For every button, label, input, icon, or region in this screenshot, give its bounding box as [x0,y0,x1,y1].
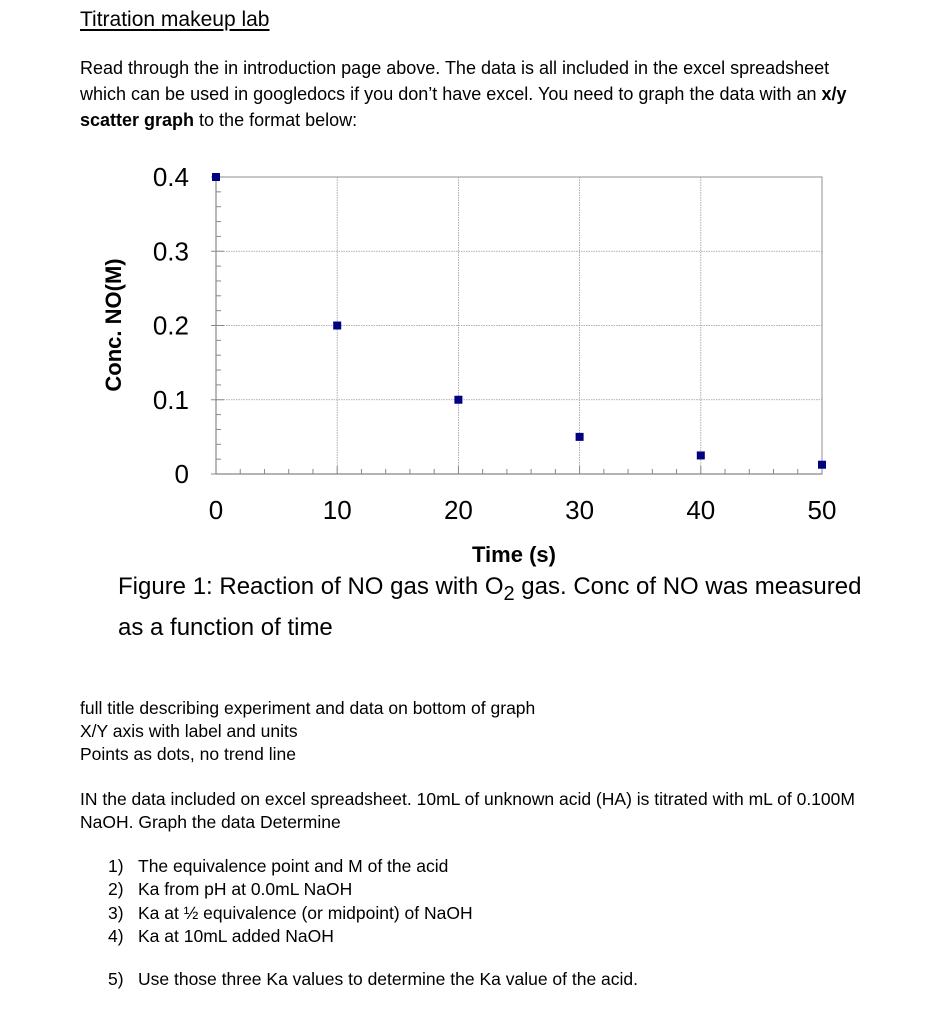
question-text: Ka from pH at 0.0mL NaOH [138,879,353,900]
requirement-item: X/Y axis with label and units [80,721,298,741]
y-tick-label: 0.1 [152,384,189,415]
data-point [576,433,584,441]
caption-subscript: 2 [503,582,515,605]
data-point [697,451,705,459]
question-text: The equivalence point and M of the acid [138,856,449,876]
question-item [108,855,473,878]
question-item [108,902,473,925]
question-number: 3) [108,902,124,923]
question-number: 5) [108,969,124,989]
question-number: 1) [108,856,124,876]
grid-lines [216,177,822,474]
question-number: 2) [108,879,124,900]
intro-text-1: Read through the in introduction page above. The data is all included in the excel spreadsheet which can be used in googledocs if you don’t have excel. You need to graph the data with an [80,58,830,104]
y-tick-label: 0 [174,459,189,489]
y-tick-label: 0.4 [152,162,189,192]
question-list [108,855,473,948]
question-text: Ka at ½ equivalence (or midpoint) of NaOH [138,902,473,923]
y-tick-label: 0.2 [152,310,189,341]
question-number: 4) [108,925,124,946]
titration-paragraph: IN the data included on excel spreadsheet. 10mL of unknown acid (HA) is titrated with mL of 0.100M NaOH. Graph the data Determine [80,789,855,832]
x-tick-label: 50 [807,495,837,525]
y-axis-label: Conc. NO(M) [101,258,126,392]
data-point [818,461,826,469]
data-points [212,173,826,469]
requirement-item: full title describing experiment and data on bottom of graph [80,698,536,718]
page-title: Titration makeup lab [80,8,270,31]
question-item [108,925,473,948]
intro-bold-text: x/y scatter graph [80,84,847,130]
caption-text-1: Figure 1: Reaction of NO gas with O [118,573,504,600]
question-item [108,878,473,901]
x-tick-label: 20 [443,495,473,525]
data-point [454,396,462,404]
data-point [333,322,341,330]
requirements-list [80,697,535,766]
caption-text-2: gas. Conc of NO was measured as a function of time [118,573,862,641]
scatter-chart [0,150,938,567]
x-tick-label: 10 [322,495,352,525]
data-point [212,173,220,181]
x-axis-label: Time (s) [472,542,556,567]
tick-labels [153,162,837,525]
x-tick-label: 30 [565,495,595,525]
x-tick-label: 0 [208,495,224,525]
question-item-5 [108,969,638,990]
question-text: Ka at 10mL added NaOH [138,925,334,946]
x-tick-label: 40 [686,495,716,525]
intro-text-2: to the format below: [194,110,358,130]
y-tick-label: 0.3 [152,236,189,267]
intro-paragraph [80,55,860,133]
requirement-item: Points as dots, no trend line [80,744,296,764]
figure-caption [118,570,878,645]
question-text: Use those three Ka values to determine the Ka value of the acid. [138,969,639,989]
